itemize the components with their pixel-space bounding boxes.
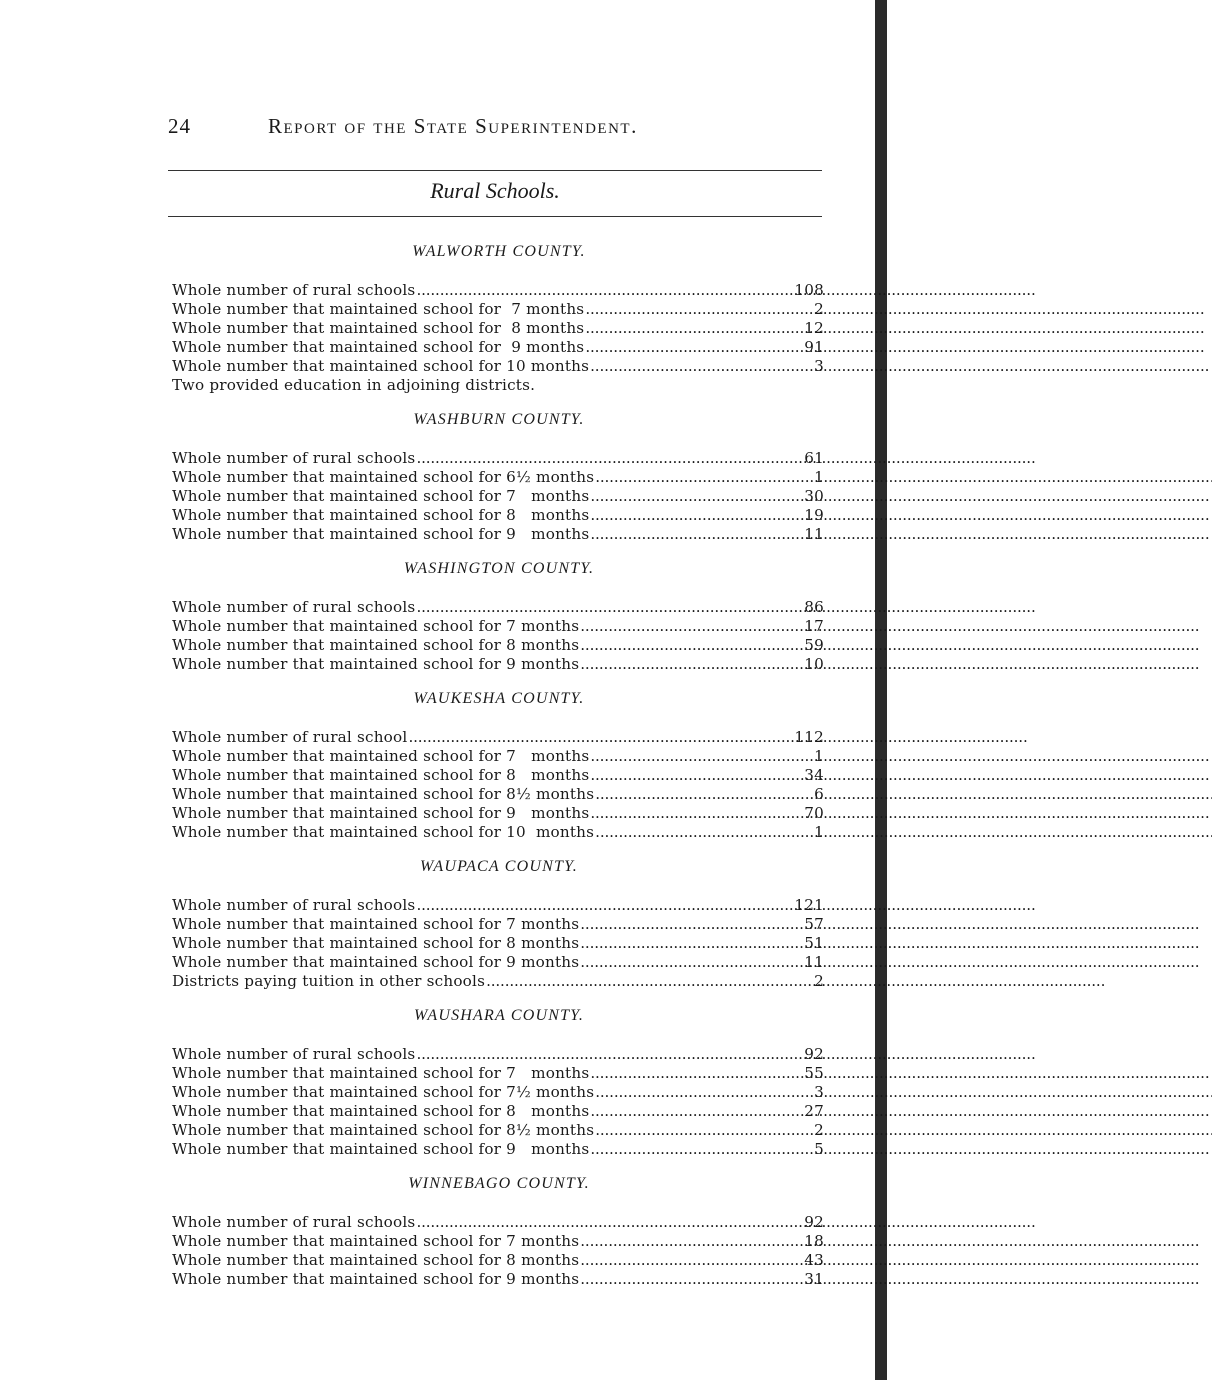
dot-leader: [590, 804, 766, 823]
stat-label: Whole number that maintained school for 9 months: [172, 655, 580, 673]
stat-label: Whole number that maintained school for 7 months: [172, 747, 590, 765]
stat-label: Whole number of rural schools: [172, 1213, 416, 1231]
dot-leader: [580, 1270, 766, 1289]
stat-row: [172, 506, 826, 525]
stat-label: Whole number that maintained school for 9 months: [172, 804, 590, 822]
stat-label: Whole number of rural schools: [172, 896, 416, 914]
dot-leader: [416, 598, 766, 617]
stat-label: Whole number that maintained school for 9 months: [172, 525, 590, 543]
dot-leader: [585, 338, 766, 357]
stat-row: [172, 1083, 826, 1102]
dot-leader: [580, 617, 766, 636]
stat-value: 92: [804, 1213, 824, 1231]
stat-label: Whole number that maintained school for 8 months: [172, 766, 590, 784]
dot-leader: [416, 1213, 766, 1232]
stat-row: [172, 953, 826, 972]
county-heading: WALWORTH COUNTY.: [412, 243, 586, 260]
county-heading: WAUKESHA COUNTY.: [413, 690, 585, 707]
stat-row: [172, 1045, 826, 1064]
stat-value: 1: [814, 468, 824, 486]
stat-value: 91: [804, 338, 824, 356]
county-rows: [172, 896, 826, 991]
county-rows: [172, 1213, 826, 1289]
dot-leader: [590, 747, 766, 766]
stat-row: [172, 1270, 826, 1289]
page-edge-shadow: [875, 0, 887, 1380]
stat-row: [172, 468, 826, 487]
stat-value: 19: [804, 506, 824, 524]
stat-label: Whole number that maintained school for 10 months: [172, 357, 590, 375]
stat-label: Whole number of rural schools: [172, 449, 416, 467]
dot-leader: [416, 449, 766, 468]
stat-label: Whole number that maintained school for 8½ months: [172, 785, 595, 803]
stat-value: 30: [804, 487, 824, 505]
county-heading: WINNEBAGO COUNTY.: [408, 1175, 590, 1192]
stat-label: Whole number that maintained school for 9 months: [172, 1270, 580, 1288]
stat-value: 2: [814, 972, 824, 990]
stat-row: [172, 1121, 826, 1140]
county-heading: WASHBURN COUNTY.: [413, 411, 585, 428]
dot-leader: [595, 1083, 766, 1102]
county-heading: WAUSHARA COUNTY.: [413, 1007, 585, 1024]
stat-row: [172, 1213, 826, 1232]
stat-row: [172, 319, 826, 338]
stat-label: Districts paying tuition in other schools: [172, 972, 486, 990]
stat-value: 1: [814, 747, 824, 765]
stat-label: Whole number that maintained school for 10 months: [172, 823, 595, 841]
dot-leader: [580, 655, 766, 674]
county-rows: [172, 281, 826, 395]
stat-row: [172, 804, 826, 823]
bottom-rule: [168, 216, 822, 217]
stat-value: 1: [814, 823, 824, 841]
stat-row: [172, 823, 826, 842]
stat-row: [172, 617, 826, 636]
dot-leader: [416, 1045, 766, 1064]
dot-leader: [595, 468, 766, 487]
stat-value: 121: [794, 896, 824, 914]
stat-value: 86: [804, 598, 824, 616]
dot-leader: [590, 766, 766, 785]
dot-leader: [595, 823, 766, 842]
stat-label: Whole number that maintained school for 9 months: [172, 1140, 590, 1158]
stat-label: Whole number that maintained school for 7½ months: [172, 1083, 595, 1101]
dot-leader: [590, 525, 766, 544]
stat-value: 55: [804, 1064, 824, 1082]
stat-row: [172, 766, 826, 785]
stat-label: Whole number of rural schools: [172, 598, 416, 616]
stat-row: [172, 785, 826, 804]
stat-value: 17: [804, 617, 824, 635]
stat-row: [172, 1251, 826, 1270]
stat-value: 11: [804, 525, 824, 543]
county-heading: WASHINGTON COUNTY.: [403, 560, 595, 577]
dot-leader: [580, 934, 766, 953]
stat-value: 5: [814, 1140, 824, 1158]
stat-label: Whole number that maintained school for 9 months: [172, 338, 585, 356]
stat-row: [172, 338, 826, 357]
stat-row: [172, 636, 826, 655]
county-note: [172, 376, 826, 395]
stat-value: 18: [804, 1232, 824, 1250]
dot-leader: [590, 506, 766, 525]
stat-label: Whole number of rural schools: [172, 1045, 416, 1063]
stat-value: 3: [814, 1083, 824, 1101]
stat-row: [172, 972, 826, 991]
stat-label: Whole number that maintained school for 7 months: [172, 617, 580, 635]
stat-label: Whole number that maintained school for 8 months: [172, 636, 580, 654]
dot-leader: [580, 915, 766, 934]
dot-leader: [590, 1064, 766, 1083]
stat-label: Whole number of rural school: [172, 728, 408, 746]
stat-value: 61: [804, 449, 824, 467]
stat-value: 57: [804, 915, 824, 933]
dot-leader: [408, 728, 766, 747]
dot-leader: [585, 319, 766, 338]
stat-value: 12: [804, 319, 824, 337]
section-title: Rural Schools.: [430, 178, 560, 203]
stat-value: 2: [814, 1121, 824, 1139]
stat-label: Whole number that maintained school for 8 months: [172, 1102, 590, 1120]
stat-row: [172, 1232, 826, 1251]
stat-row: [172, 281, 826, 300]
stat-label: Whole number that maintained school for 7 months: [172, 915, 580, 933]
stat-row: [172, 896, 826, 915]
stat-label: Whole number that maintained school for 8½ months: [172, 1121, 595, 1139]
stat-value: 43: [804, 1251, 824, 1269]
dot-leader: [580, 953, 766, 972]
stat-value: 3: [814, 357, 824, 375]
stat-row: [172, 1140, 826, 1159]
county-heading: WAUPACA COUNTY.: [420, 858, 578, 875]
dot-leader: [486, 972, 766, 991]
stat-label: Whole number that maintained school for 7 months: [172, 1064, 590, 1082]
county-rows: [172, 1045, 826, 1159]
running-head: [168, 114, 728, 142]
stat-value: 34: [804, 766, 824, 784]
stat-value: 31: [804, 1270, 824, 1288]
stat-row: [172, 1102, 826, 1121]
top-rule: [168, 170, 822, 171]
stat-label: Whole number that maintained school for 7 months: [172, 1232, 580, 1250]
dot-leader: [416, 896, 766, 915]
stat-value: 6: [814, 785, 824, 803]
stat-label: Whole number that maintained school for 8 months: [172, 934, 580, 952]
stat-value: 112: [794, 728, 824, 746]
stat-row: [172, 487, 826, 506]
stat-row: [172, 915, 826, 934]
stat-label: Whole number that maintained school for 6½ months: [172, 468, 595, 486]
dot-leader: [580, 1251, 766, 1270]
stat-value: 59: [804, 636, 824, 654]
stat-label: Whole number that maintained school for 8 months: [172, 1251, 580, 1269]
dot-leader: [595, 1121, 766, 1140]
page-number: 24: [168, 114, 191, 138]
stat-label: Whole number that maintained school for 7 months: [172, 300, 585, 318]
stat-value: 108: [794, 281, 824, 299]
stat-value: 51: [804, 934, 824, 952]
county-rows: [172, 598, 826, 674]
stat-label: Whole number that maintained school for 8 months: [172, 319, 585, 337]
stat-row: [172, 300, 826, 319]
dot-leader: [590, 357, 766, 376]
stat-row: [172, 449, 826, 468]
stat-row: [172, 525, 826, 544]
stat-row: [172, 655, 826, 674]
stat-label: Whole number that maintained school for 8 months: [172, 506, 590, 524]
dot-leader: [580, 636, 766, 655]
stat-row: [172, 1064, 826, 1083]
stat-value: 92: [804, 1045, 824, 1063]
dot-leader: [590, 487, 766, 506]
stat-value: 11: [804, 953, 824, 971]
county-statistics: [172, 235, 826, 1297]
stat-row: [172, 747, 826, 766]
dot-leader: [416, 281, 766, 300]
stat-value: 10: [804, 655, 824, 673]
stat-row: [172, 357, 826, 376]
note-text: Two provided education in adjoining districts.: [172, 376, 536, 394]
stat-value: 70: [804, 804, 824, 822]
stat-label: Whole number of rural schools: [172, 281, 416, 299]
county-rows: [172, 449, 826, 544]
dot-leader: [590, 1140, 766, 1159]
stat-label: Whole number that maintained school for 7 months: [172, 487, 590, 505]
dot-leader: [580, 1232, 766, 1251]
county-rows: [172, 728, 826, 842]
dot-leader: [590, 1102, 766, 1121]
stat-row: [172, 598, 826, 617]
stat-label: Whole number that maintained school for 9 months: [172, 953, 580, 971]
dot-leader: [595, 785, 766, 804]
stat-value: 27: [804, 1102, 824, 1120]
running-head-title: Report of the State Superintendent.: [268, 114, 638, 138]
stat-value: 2: [814, 300, 824, 318]
stat-row: [172, 934, 826, 953]
dot-leader: [585, 300, 766, 319]
stat-row: [172, 728, 826, 747]
